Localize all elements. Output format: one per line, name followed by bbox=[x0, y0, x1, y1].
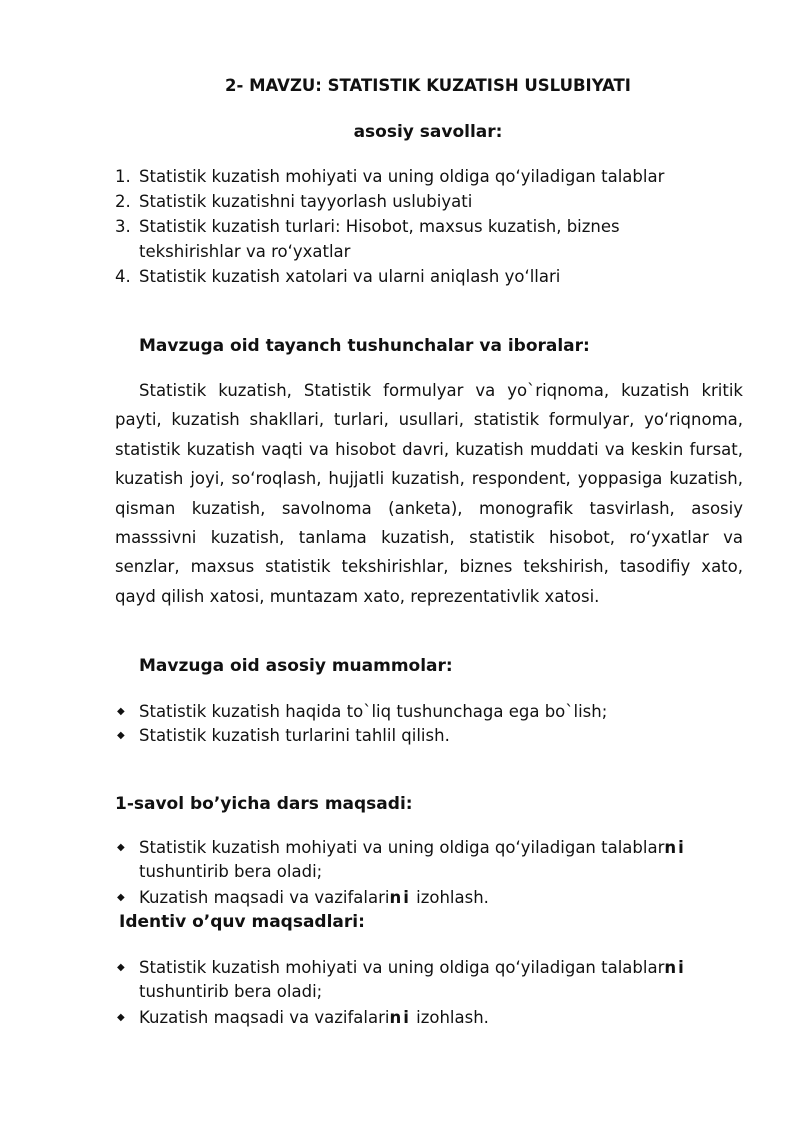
item-bold-suffix: ni bbox=[664, 958, 686, 977]
item-text: Statistik kuzatish mohiyati va uning oldiga qo‘yiladigan talablar bbox=[139, 167, 665, 186]
list-item bbox=[115, 214, 745, 264]
item-text-rest: tushuntirib bera oladi; bbox=[139, 862, 323, 881]
identiv-heading: Identiv o’quv maqsadlari: bbox=[119, 912, 365, 932]
list-item bbox=[115, 700, 745, 724]
item-text-rest: tushuntirib bera oladi; bbox=[139, 982, 323, 1001]
list-item bbox=[115, 956, 745, 1004]
goal1-list bbox=[115, 836, 745, 910]
item-number: 3. bbox=[115, 217, 131, 236]
diamond-bullet-icon: ◆ bbox=[117, 962, 125, 973]
questions-list bbox=[115, 164, 745, 289]
list-item bbox=[115, 836, 745, 884]
diamond-bullet-icon: ◆ bbox=[117, 706, 125, 717]
item-text: Statistik kuzatish haqida to`liq tushunchaga ega bo`lish; bbox=[139, 702, 608, 721]
item-text: Statistik kuzatish turlarini tahlil qilish. bbox=[139, 726, 450, 745]
item-text: Kuzatish maqsadi va vazifalari bbox=[139, 1008, 390, 1027]
list-item bbox=[115, 724, 745, 748]
diamond-bullet-icon: ◆ bbox=[117, 730, 125, 741]
list-item bbox=[115, 1006, 745, 1030]
goal1-heading: 1-savol bo’yicha dars maqsadi: bbox=[115, 794, 413, 814]
item-bold-suffix: ni bbox=[664, 838, 686, 857]
document-title: 2- MAVZU: STATISTIK KUZATISH USLUBIYATI bbox=[225, 76, 631, 95]
list-item bbox=[115, 264, 745, 289]
identiv-list bbox=[115, 956, 745, 1030]
item-number: 2. bbox=[115, 192, 131, 211]
item-text-rest: izohlash. bbox=[410, 888, 489, 907]
list-item bbox=[115, 164, 745, 189]
item-text-rest: izohlash. bbox=[410, 1008, 489, 1027]
item-number: 1. bbox=[115, 167, 131, 186]
item-bold-suffix: ni bbox=[389, 1008, 411, 1027]
diamond-bullet-icon: ◆ bbox=[117, 892, 125, 903]
concepts-heading: Mavzuga oid tayanch tushunchalar va iboralar: bbox=[139, 336, 590, 356]
item-bold-suffix: ni bbox=[389, 888, 411, 907]
item-text: Kuzatish maqsadi va vazifalari bbox=[139, 888, 390, 907]
questions-subtitle: asosiy savollar: bbox=[353, 122, 503, 142]
item-text: Statistik kuzatish mohiyati va uning oldiga qo‘yiladigan talablar bbox=[139, 958, 665, 977]
list-item bbox=[115, 189, 745, 214]
diamond-bullet-icon: ◆ bbox=[117, 842, 125, 853]
list-item bbox=[115, 886, 745, 910]
problems-heading: Mavzuga oid asosiy muammolar: bbox=[139, 656, 453, 676]
item-text: Statistik kuzatish xatolari va ularni aniqlash yo‘llari bbox=[139, 267, 561, 286]
item-number: 4. bbox=[115, 267, 131, 286]
concepts-paragraph: Statistik kuzatish, Statistik formulyar va yo`riqnoma, kuzatish kritik payti, kuzatish shakllari, turlari, usullari, statistik formulyar, yo‘riqnoma, statistik kuzatish vaqti va hisobot davri, kuzatish muddati va keskin fursat, kuzatish joyi, so‘roqlash, hujjatli kuzatish, respondent, yoppasiga kuzatish, qisman kuzatish, savolnoma (anketa), monografik tasvirlash, asosiy masssivni kuzatish, tanlama kuzatish, statistik hisobot, ro‘yxatlar va senzlar, maxsus statistik tekshirishlar, biznes tekshirish, tasodifiy xato, qayd qilish xatosi, muntazam xato, reprezentativlik xatosi. bbox=[115, 381, 743, 606]
item-text: Statistik kuzatishni tayyorlash uslubiyati bbox=[139, 192, 473, 211]
diamond-bullet-icon: ◆ bbox=[117, 1012, 125, 1023]
item-text: Statistik kuzatish mohiyati va uning oldiga qo‘yiladigan talablar bbox=[139, 838, 665, 857]
item-text: Statistik kuzatish turlari: Hisobot, maxsus kuzatish, biznes tekshirishlar va ro‘yxatlar bbox=[139, 217, 620, 261]
problems-list bbox=[115, 700, 745, 748]
